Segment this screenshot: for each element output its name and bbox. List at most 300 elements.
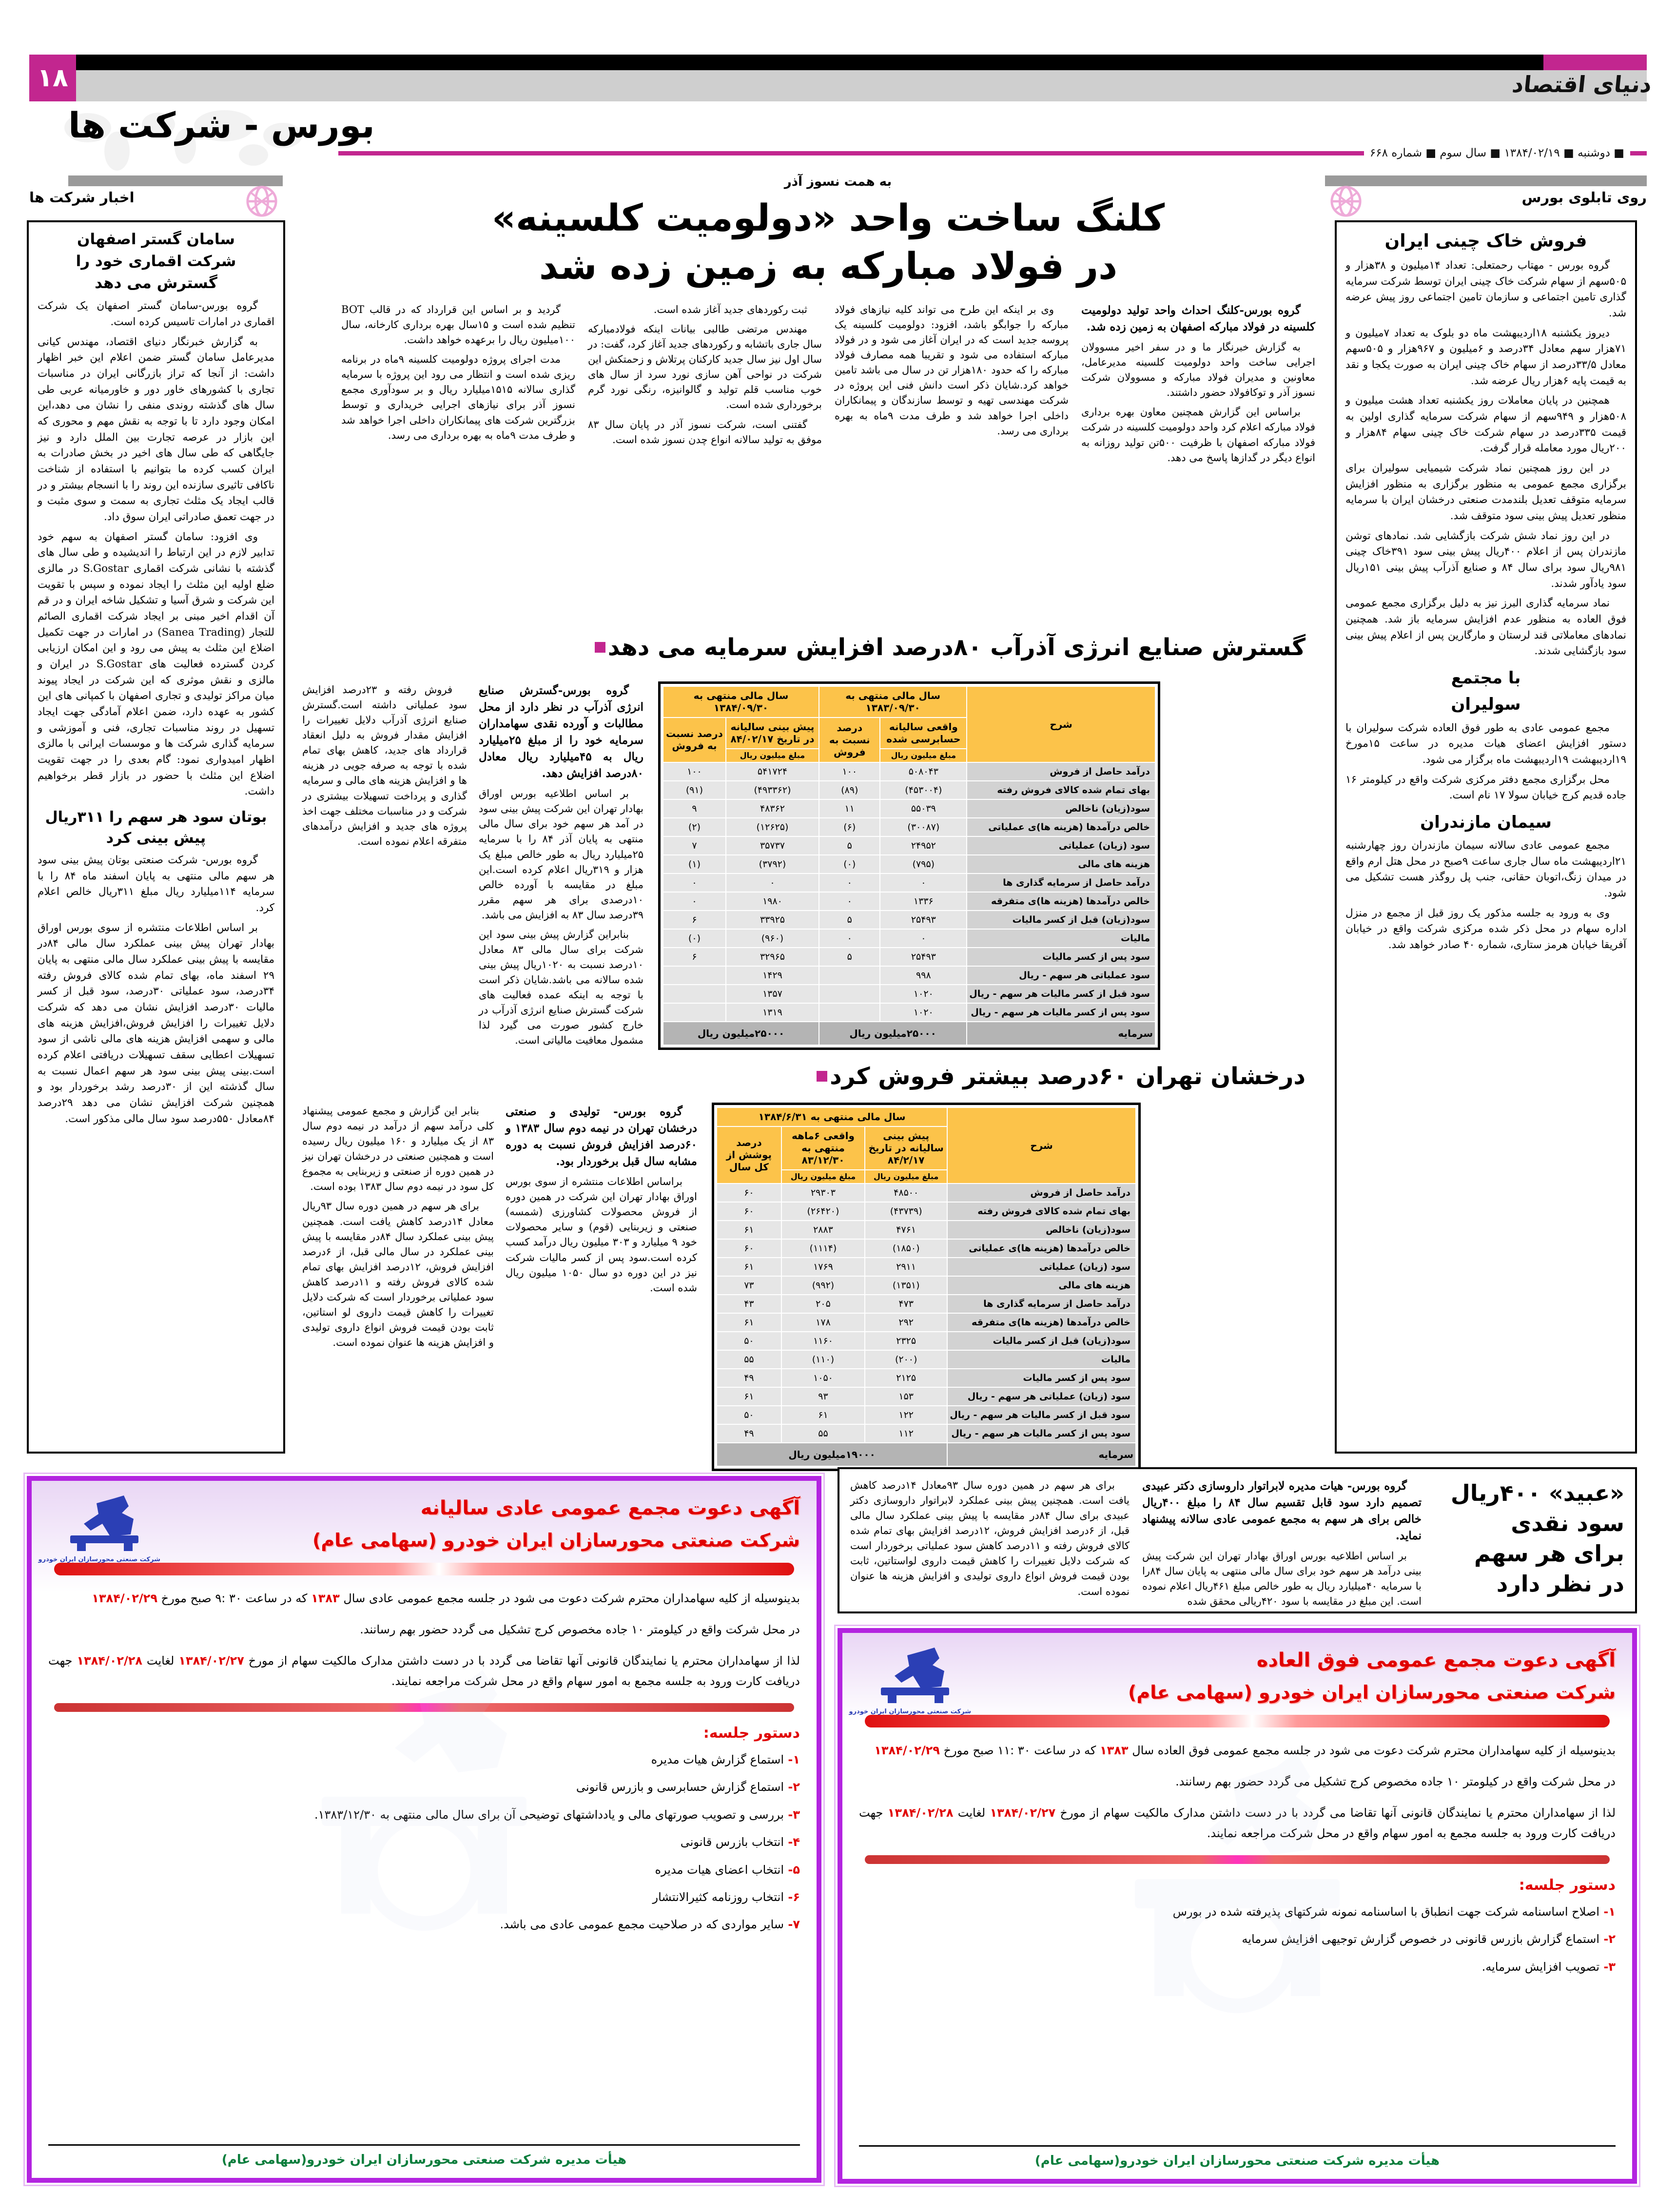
cell-prev-pct: ۰: [819, 874, 879, 892]
cell-coverage-pct: ۶۰: [717, 1203, 781, 1220]
table1-banner-text: گسترش صنایع انرژی آذرآب ۸۰درصد افزایش سرمایه می دهد: [607, 634, 1306, 661]
cell-next-pct: ۶: [663, 911, 725, 929]
text-span: بدینوسیله از کلیه سهامداران محترم شرکت دعوت می شود در جلسه مجمع عمومی عادی سال: [343, 1591, 800, 1605]
cell-actual: ۱۰۵۰: [782, 1369, 864, 1387]
cell-next-amount: ۵۴۱۷۲۴: [726, 763, 819, 780]
cell-desc: خالص درآمدها (هزینه ها)ی متفرقه: [948, 1314, 1135, 1331]
cell-prev-amount: ۲۴۹۵۲: [880, 837, 966, 854]
paragraph: همچنین در پایان معاملات روز یکشنبه تعداد هشت میلیون و ۵۰۸هزار و ۹۴۹سهم از سهام شرکت سرمایه گذاری اولین به قیمت ۳۳۵درصد در سهام شرکت خاک چینی سهام ۸۴هزار و ۲۰۰ریال مورد معامله قرار گرفت.: [1345, 394, 1627, 455]
table-row: [717, 1221, 1135, 1239]
cell-coverage-pct: ۶۱: [717, 1258, 781, 1276]
paragraph: براساس این گزارش همچنین معاون بهره برداری فولاد مبارکه اعلام کرد واحد دولومیت کلسینه در شرکت فولاد مبارکه اصفهان با ظرفیت ۵۰۰تن تولید روزانه به انواع دیگر در گدازها پاسخ می دهد.: [1081, 406, 1315, 464]
table1-banner: [589, 634, 1306, 661]
table-row: [717, 1258, 1135, 1276]
ad-right-subtitle: شرکت صنعتی محورسازان ایران خودرو (سهامی عام): [1128, 1682, 1616, 1703]
agenda-item-number: ۵-: [784, 1863, 800, 1877]
agenda-item-text: بررسی و تصویب صورتهای مالی و یادداشتهای توضیحی آن برای سال مالی منتهی به ۱۳۸۳/۱۲/۳۰.: [314, 1807, 784, 1822]
table-row: [663, 800, 1155, 817]
cell-prev-pct: [819, 1004, 879, 1021]
cell-next-amount: ۳۳۹۲۵: [726, 911, 819, 929]
cell-forecast: ۲۹۲: [865, 1314, 947, 1331]
cell-prev-pct: ۵: [819, 911, 879, 929]
paragraph: گروه بورس- تولیدی و صنعتی درخشان تهران در نیمه دوم سال ۱۳۸۳ و ۶۰درصد افزایش فروش نسبت به دوره مشابه سال قبل برخوردار بود.: [506, 1105, 697, 1168]
cell-next-pct: ۰: [663, 874, 725, 892]
horse-logo-icon: [866, 1646, 964, 1704]
date-highlight: ۱۳۸۴/۰۲/۲۷: [178, 1654, 244, 1668]
section-title-text: بورس - شرکت ها: [68, 105, 375, 146]
cell-prev-pct: [819, 985, 879, 1003]
cell-forecast: (۱۳۵۱): [865, 1277, 947, 1294]
cell-forecast: (۴۳۷۳۹): [865, 1203, 947, 1220]
table-row: [717, 1425, 1135, 1442]
right-article1-body: [1345, 258, 1626, 660]
th-forecast: پیش بینی سالیانه در تاریخ ۸۴/۰۲/۱۷: [726, 718, 819, 748]
agenda-item-text: تصویب افزایش سرمایه.: [1481, 1960, 1600, 1974]
paragraph: دیروز یکشنبه ۱۸اردیبهشت ماه دو بلوک به تعداد ۷میلیون و ۷۱هزار سهم معادل ۳۴درصد و ۶میلیون و ۹۶۷هزار و ۵۰۵سهم معادل ۳۳/۵درصد از سهام خاک چینی ایران به صورت یکجا و نقد به قیمت پایه ۶هزار ریال عرضه شد.: [1345, 327, 1627, 387]
cell-desc: سرمایه: [948, 1443, 1135, 1466]
ad-right-logo: [849, 1646, 971, 1724]
cell-desc: سود(زیان) ناخالص: [967, 800, 1155, 817]
paragraph: محل برگزاری مجمع دفتر مرکزی شرکت واقع در کیلومتر ۱۶ جاده قدیم کرج خیابان سولا ۱۷ نام است.: [1345, 773, 1626, 802]
cell-forecast: (۲۰۰): [865, 1351, 947, 1368]
cell-forecast: ۲۱۲۵: [865, 1369, 947, 1387]
dateline: [331, 142, 1647, 164]
cell-desc: سود (زیان) عملیاتی: [948, 1258, 1135, 1276]
th-year-next: سال مالی منتهی به ۱۳۸۴/۰۹/۳۰: [663, 687, 819, 717]
paragraph: به گزارش خبرنگار دنیای اقتصاد، مهندس کیانی مدیرعامل سامان گستر ضمن اعلام این خبر اظهار داشت: از آنجا که تراز بازرگانی ایران در مناسبات تجاری با کشورهای خاور دور و خاورمیانه عربی طی سال های گذشته روندی منفی را نشان می دهد،این امکان وجود دارد تا با توجه به نقش مهم و محوری که این بازار در عرصه تجارت بین الملل دارد و نیز جایگاهی که طی سال های اخیر در بخش صادرات به ایران کسب کرده ما بتوانیم با استفاده از شناخت ناکافی تاثیری سازنده این روند را با انسجام بیشتر و در قالب ایجاد یک مثلث تجاری به سمت و سوی مثبت و در جهت تعمق صادراتی ایران سوق داد.: [38, 335, 274, 523]
cell-next-amount: (۹۶۰): [726, 930, 819, 947]
cell-next-pct: (۹۱): [663, 781, 725, 799]
text-span: بدینوسیله از کلیه سهامداران محترم شرکت دعوت می شود در جلسه مجمع عمومی فوق العاده سال: [1132, 1744, 1616, 1757]
paragraph: گروه بورس- هیات مدیره لابراتوار داروسازی دکتر عبیدی تصمیم دارد سود قابل تقسیم سال ۸۴ را مبلغ ۴۰۰ریال خالص برای هر سهم به مجمع عمومی عادی سالانه پیشنهاد نماید.: [1142, 1479, 1422, 1543]
cell-actual: (۱۱۰): [782, 1351, 864, 1368]
paragraph: مهندس مرتضی طالبی بیانات اینکه فولادمبارکه سال جاری باتشابه و رکوردهای جدید آغاز کرد، گفت: در سال اول نیز سال جدید کارکنان پرتلاش و زحمتکش این شرکت در نواحی آهن سازی نورد سرد از سال های خوب مناسب قلم تولید و گالوانیزه، رنگی نورد گرم برخورداری شده است.: [588, 323, 822, 411]
ad-box-extraordinary-meeting: [838, 1628, 1637, 2184]
cell-next-pct: (۲): [663, 818, 725, 836]
paragraph: برای هر سهم در همین دوره سال ۹۳معادل ۱۴درصد کاهش یافت است. همچنین پیش بینی عملکرد لابراتوار داروسازی دکتر عبیدی برای سال ۸۴در مقایسه با پیش بینی عملکرد سال مالی قبل، از ۶درصد افزایش فروش، ۱۲درصد افزایش بهای تمام شده کالای فروش رفته و ۱۱درصد کاهش سود عملیاتی برخوردار است که شرکت دلایل تغییرات را کاهش قیمت داروی لواستاتین، ثابت بودن قیمت فروش انواع داروی تولیدی و افزایش هزینه ها عنوان نموده است.: [850, 1479, 1130, 1597]
paper-logo-text: دنیای اقتصاد: [1511, 71, 1653, 97]
table-row: [717, 1406, 1135, 1424]
date-highlight: ۱۳۸۴/۰۲/۲۹: [874, 1744, 940, 1757]
cell-actual: ۲۰۵: [782, 1295, 864, 1313]
table-row: [717, 1240, 1135, 1257]
table-capital-row: [717, 1443, 1135, 1466]
paragraph: ثبت رکوردهای جدید آغاز شده است.: [653, 304, 807, 315]
left-article1-title-2: شرکت اقماری خود را: [76, 252, 236, 270]
ad-left-divider-top: [54, 1563, 794, 1575]
main-story-kicker: به همت نسوز آذر: [784, 175, 892, 189]
cell-prev-amount: ۰: [880, 930, 966, 947]
ad-right-agenda-title: دستور جلسه:: [1519, 1877, 1616, 1894]
cell-coverage-pct: ۶۱: [717, 1314, 781, 1331]
table-capital-row: [663, 1022, 1155, 1045]
cell-desc: مالیات: [948, 1351, 1135, 1368]
cell-forecast: ۱۱۲: [865, 1425, 947, 1442]
paragraph: بنابراین گزارش پیش بینی سود این شرکت برای سال مالی ۸۳ معادل ۱۰درصد نسبت به ۱۰۲۰ریال پیش بینی شده سالانه می باشد.شایان ذکر است با توجه به اینکه عمده فعالیت های شرکت گسترش صنایع انرژی آذرآب در خارج کشور صورت می گیرد لذا مشمول معافیت مالیاتی است.: [479, 928, 643, 1047]
banner-accent-square: [817, 1071, 827, 1082]
paragraph: گردید و بر اساس این قرارداد که در قالب BOT تنظیم شده است و ۱۵سال بهره برداری کارخانه، سال ۱۰۰میلیون ریال را برعهده خواهد داشت.: [341, 304, 575, 346]
ad-left-subtitle: شرکت صنعتی محورسازان ایران خودرو (سهامی عام): [312, 1530, 800, 1551]
cell-prev-pct: ۵: [819, 948, 879, 966]
dateline-text: ■ دوشنبه ■ ۱۳۸۴/۰۲/۱۹ ■ سال سوم ■ شماره ۶۶۸: [1369, 147, 1624, 159]
table2-banner: [811, 1063, 1306, 1090]
cell-prev-pct: ۱۱: [819, 800, 879, 817]
cell-forecast: ۲۹۱۱: [865, 1258, 947, 1276]
cell-actual: ۲۹۳۰۳: [782, 1184, 864, 1202]
cell-next-pct: ۶: [663, 948, 725, 966]
cell-prev-pct: ۵: [819, 837, 879, 854]
th-coverage: درصد پوشش از کل سال: [717, 1127, 781, 1183]
th-unit-next: مبلغ میلیون ریال: [726, 749, 819, 762]
text-span: جهت دریافت کارت ورود به جلسه مجمع به امور سهام واقع در محل شرکت مراجعه نمایند.: [48, 1654, 800, 1688]
paragraph: بنابر این گزارش و مجمع عمومی پیشنهاد کلی درآمد سهم از درآمد در نیمه دوم سال ۸۳ از یک میلیارد و ۱۶۰ میلیون ریال رسیده است و همچنین صنعتی در درخشان تهران نیز در همین دوره از صنعتی و زیربنایی به مجموع کل سود در نیمه دوم سال ۱۳۸۳ بوده است.: [302, 1105, 494, 1193]
agenda-item: [48, 1915, 800, 1934]
cell-prev-pct: (۰): [819, 855, 879, 873]
cell-actual: ۵۵: [782, 1425, 864, 1442]
ad-box-ordinary-meeting: [27, 1476, 821, 2183]
cell-prev-pct: ۱۰۰: [819, 763, 879, 780]
right-article2-title: با مجتمع: [1451, 668, 1521, 688]
left-article2-body: [38, 853, 274, 1127]
obeid-headline-4: در نظر دارد: [1496, 1571, 1624, 1597]
cell-forecast: ۴۸۵۰۰: [865, 1184, 947, 1202]
paragraph: نماد سرمایه گذاری البرز نیز به دلیل برگزاری مجمع عمومی فوق العاده به منظور عدم افزایش سرمایه باز شد. همچنین نمادهای معاملاتی قند لرستان و مارگارین پس از اعلام پیش بینی سود بازگشایی شدند.: [1345, 597, 1626, 658]
obeid-headline-block: [1434, 1478, 1624, 1603]
cell-coverage-pct: ۵۰: [717, 1332, 781, 1350]
cell-desc: هزینه های مالی: [967, 855, 1155, 873]
cell-next-pct: [663, 1004, 725, 1021]
right-column-header-label: روی تابلوی بورس: [1521, 189, 1647, 206]
paragraph: در این روز نماد شش شرکت بازگشایی شد. نمادهای توشن مازندران پس از اعلام ۴۰۰ریال پیش بینی سود ۳۹۱خاک چینی ۹۸۱ریال سود برای سال ۸۴ و صنایع آذرآب پیش بینی ۱۵۱ریال سود یادآور شدند.: [1345, 529, 1627, 590]
text-span: لذا از سهامداران محترم یا نمایندگان قانونی آنها تقاضا می گردد با در دست داشتن مدارک مالکیت سهام از مورخ: [248, 1654, 800, 1668]
agenda-item-text: انتخاب اعضای هیات مدیره: [655, 1863, 784, 1877]
agenda-item-number: ۷-: [784, 1918, 800, 1932]
cell-coverage-pct: ۵۰: [717, 1406, 781, 1424]
cell-desc: سود پس از کسر مالیات هر سهم - ریال: [967, 1004, 1155, 1021]
cell-prev-amount: ۱۰۲۰: [880, 1004, 966, 1021]
cell-actual: ۱۷۶۹: [782, 1258, 864, 1276]
cell-forecast: ۲۳۲۵: [865, 1332, 947, 1350]
table2-text-col-1: [506, 1104, 697, 1445]
cell-prev-pct: (۶): [819, 818, 879, 836]
table-row: [663, 930, 1155, 947]
date-highlight: ۱۳۸۴/۰۲/۲۹: [92, 1591, 157, 1605]
table-row: [663, 818, 1155, 836]
cell-next-amount: ۱۳۱۹: [726, 1004, 819, 1021]
ad-right-logo-caption: شرکت صنعتی محورسازان ایران خودرو: [849, 1708, 971, 1715]
year-highlight: ۱۳۸۳: [1099, 1744, 1129, 1757]
cell-next-amount: ۰: [726, 874, 819, 892]
cell-actual: ۶۱: [782, 1406, 864, 1424]
th-desc: شرح: [967, 687, 1155, 762]
agenda-item-text: انتخاب بازرس قانونی: [680, 1835, 784, 1849]
agenda-item: [48, 1833, 800, 1851]
ad-right-paragraph-2: در محل شرکت واقع در کیلومتر ۱۰ جاده مخصوص کرج تشکیل می گردد حضور بهم رسانند.: [1175, 1775, 1616, 1788]
table-row: [663, 985, 1155, 1003]
cell-coverage-pct: ۴۳: [717, 1295, 781, 1313]
th-desc: شرح: [948, 1108, 1135, 1183]
table-row: [717, 1295, 1135, 1313]
table-row: [717, 1369, 1135, 1387]
left-article2-title-1: بوتان سود هر سهم را ۳۱۱ریال: [45, 809, 267, 826]
table-row: [663, 781, 1155, 799]
main-story-col-3: [588, 302, 822, 604]
cell-next-pct: ۷: [663, 837, 725, 854]
obeid-headline-1: «عبید» ۴۰۰ریال: [1450, 1480, 1624, 1506]
cell-coverage-pct: ۴۹: [717, 1369, 781, 1387]
paragraph: بر اساس اطلاعیه بورس اوراق بهادار تهران این شرکت پیش بینی سود در آمد هر سهم خود برای سال مالی منتهی به پایان آذر ۸۴ را با سرمایه ۲۵میلیارد ریال به طور خالص مبلغ یک هزار و ۳۱۹ریال اعلام کرده است.این مبلغ در مقایسه با آورده خالص ۱۰درصدی برای هر سهم مقرر ۳۹درصد سال ۸۳ به افزایش می باشد.: [479, 788, 643, 921]
cell-desc: سود(زیان) قبل از کسر مالیات: [967, 911, 1155, 929]
cell-actual: ۱۷۸: [782, 1314, 864, 1331]
right-article3-title: سیمان مازندران: [1420, 812, 1552, 832]
cell-next-pct: (۱): [663, 855, 725, 873]
cell-forecast: ۱۲۲: [865, 1406, 947, 1424]
cell-forecast: ۴۷۶۱: [865, 1221, 947, 1239]
cell-desc: سود عملیاتی هر سهم - ریال: [967, 967, 1155, 984]
main-story-col-4: [341, 302, 575, 604]
cell-prev-pct: ۰: [819, 930, 879, 947]
dateline-rule: [338, 151, 1364, 155]
cell-desc: بهای تمام شده کالای فروش رفته: [948, 1203, 1135, 1220]
agenda-item-number: ۲-: [1599, 1932, 1616, 1946]
cell-prev-amount: ۲۵۴۹۳: [880, 948, 966, 966]
left-article1-body: [38, 298, 274, 800]
table-row: [717, 1184, 1135, 1202]
cell-actual: ۱۱۶۰: [782, 1332, 864, 1350]
cell-coverage-pct: ۶۰: [717, 1240, 781, 1257]
agenda-item-text: انتخاب روزنامه کثیرالانتشار: [652, 1890, 784, 1904]
th-unit-actual: مبلغ میلیون ریال: [782, 1170, 864, 1183]
ad-left-title: آگهی دعوت مجمع عمومی عادی سالیانه: [420, 1497, 800, 1519]
paragraph: بر اساس اطلاعات منتشره از سوی بورس اوراق بهادار تهران پیش بینی عملکرد سال مالی ۸۴در مقایسه با پیش بینی عملکرد سال مالی منتهی به پایان ۲۹ اسفند ماه، بهای تمام شده کالای فروش رفته ۳۴درصد، سود عملیاتی ۳۰درصد، سود قبل از کسر مالیات ۳۰درصد افزایش نشان می دهد که شرکت دلایل تغییرات را افزایش فروش،افزایش هزینه های مالی و سهمی افزایش هزینه های مالی ناشی از سود تسهیلات اعطایی سقف تسهیلات دریافتی اعلام کرده است.بینی پیش بینی سود هر سهم اعمال نسبت به سال گذشته این از ۳۰درصد رشد برخوردار بود و همچنین شرکت افزایش نشان می دهد ۲۹درصد ۸۴معادل ۵۵۰درصد سود سال مالی مذکور است.: [38, 921, 274, 1125]
cell-actual: (۲۶۴۲۰): [782, 1203, 864, 1220]
agenda-item-number: ۱-: [1599, 1905, 1616, 1919]
cell-actual: ۹۳: [782, 1388, 864, 1405]
ad-left-paragraph-2: در محل شرکت واقع در کیلومتر ۱۰ جاده مخصوص کرج تشکیل می گردد حضور بهم رسانند.: [360, 1623, 800, 1636]
cell-coverage-pct: ۶۱: [717, 1388, 781, 1405]
cell-next-pct: ۰: [663, 893, 725, 910]
cell-next-amount: ۱۹۸۰: [726, 893, 819, 910]
paragraph: مجمع عمومی عادی به طور فوق العاده شرکت سولیران با دستور افزایش اعضای هیات مدیره در ساعت ۱۵مورخ ۱۹اردیبهشت ۱۹اردیبهشت ماه برگزار می شود.: [1345, 721, 1626, 766]
cell-desc: درآمد حاصل از سرمایه گذاری ها: [948, 1295, 1135, 1313]
cell-desc: سود پس از کسر مالیات هر سهم - ریال: [948, 1425, 1135, 1442]
agenda-item: [48, 1888, 800, 1906]
table2-body: [717, 1184, 1135, 1466]
agenda-item-text: استماع گزارش بازرس قانونی در خصوص گزارش توجیهی افزایش سرمایه: [1242, 1932, 1600, 1946]
globe-icon: [1327, 184, 1365, 218]
cell-prev-pct: [819, 967, 879, 984]
financial-table-2: [716, 1107, 1136, 1467]
cell-prev-amount: ۰: [880, 874, 966, 892]
th-actual-6m: واقعی ۶ماهه منتهی به ۸۳/۱۲/۳۰: [782, 1127, 864, 1169]
agenda-item-number: ۳-: [784, 1807, 800, 1822]
paper-logo: [1511, 63, 1653, 105]
table-row: [663, 1004, 1155, 1021]
cell-prev-amount: ۹۹۸: [880, 967, 966, 984]
paragraph: مدت اجرای پروژه دولومیت کلسینه ۹ماه در برنامه ریزی شده است و انتظار می رود این پروژه با سرمایه گذاری سالانه ۱۵۱۵میلیارد ریال و بر سودآوری مجمع نسوز آذر برای نیازهای اجرایی خریداری و توسط بزرگترین شرکت های پیمانکاران داخلی اجرا خواهد شد و طرف مدت ۹ماه به بهره برداری می رسد.: [341, 353, 576, 441]
paragraph: گروه بورس-سامان گستر اصفهان یک شرکت اقماری در امارات تاسیس کرده است.: [38, 300, 274, 328]
ad-right-divider-agenda: [865, 1855, 1610, 1864]
cell-desc: سود پس از کسر مالیات: [967, 948, 1155, 966]
cell-coverage-pct: ۶۱: [717, 1221, 781, 1239]
table2-banner-text: درخشان تهران ۶۰درصد بیشتر فروش کرد: [830, 1063, 1306, 1090]
cell-desc: درآمد حاصل از سرمایه گذاری ها: [967, 874, 1155, 892]
cell-actual: ۲۸۸۳: [782, 1221, 864, 1239]
ad-right-divider-top: [865, 1715, 1610, 1727]
th-actual-audited: واقعی سالیانه حسابرسی شده: [880, 718, 966, 748]
cell-desc: سود (زیان) عملیاتی هر سهم - ریال: [948, 1388, 1135, 1405]
paragraph: مجمع عمومی عادی سالانه سیمان مازندران روز چهارشنبه ۲۱اردیبهشت ماه سال جاری ساعت ۹صبح در محل هتل ارم واقع در میدان زنگ،اتوبان حقانی، جنب پل روگذر هست تشکیل می شود.: [1345, 839, 1626, 900]
cell-prev-amount: (۷۹۵): [880, 855, 966, 873]
main-story-headline: [341, 194, 1315, 291]
main-story-col-2: [835, 302, 1069, 604]
cell-capital-next: ۲۵۰۰۰میلیون ریال: [663, 1022, 819, 1045]
cell-desc: سود پس از کسر مالیات: [948, 1369, 1135, 1387]
th-pct-prev: درصد نسبت به فروش: [819, 718, 879, 762]
date-highlight: ۱۳۸۴/۰۲/۲۸: [77, 1654, 143, 1668]
financial-table-1: [663, 686, 1156, 1046]
ad-left-paragraph-3: [48, 1650, 800, 1691]
ad-left-footer-rule: [48, 2144, 800, 2146]
main-story-col-1: [1081, 302, 1315, 604]
right-article1-title: فروش خاک چینی ایران: [1384, 231, 1587, 251]
right-column-box: [1335, 220, 1637, 1454]
agenda-item-number: ۶-: [784, 1890, 800, 1904]
agenda-item-text: استماع گزارش حسابرسی و بازرس قانونی: [576, 1780, 784, 1794]
agenda-item-number: ۳-: [1599, 1960, 1616, 1974]
cell-desc: سود قبل از کسر مالیات هر سهم - ریال: [948, 1406, 1135, 1424]
cell-next-amount: (۱۲۶۲۵): [726, 818, 819, 836]
cell-desc: خالص درآمدها (هزینه ها)ی عملیاتی: [967, 818, 1155, 836]
text-span: لذا از سهامداران محترم یا نمایندگان قانونی آنها تقاضا می گردد با در دست داشتن مدارک مالکیت سهام از مورخ: [1060, 1806, 1616, 1820]
agenda-item: [859, 1930, 1616, 1948]
agenda-item-number: ۱-: [784, 1753, 800, 1766]
left-article1-title-1: سامان گستر اصفهان: [77, 231, 235, 248]
text-span: لغایت: [146, 1654, 175, 1668]
paragraph: بر اساس اطلاعیه بورس اوراق بهادار تهران این شرکت پیش بینی درآمد هر سهم خود برای سال مالی منتهی به پایان سال ۸۴را با سرمایه ۴۰میلیارد ریال به طور خالص مبلغ ۴۶۱ریال اعلام نموده است. این مبلغ در مقایسه با سود ۴۲۰ریالی محقق شده: [1142, 1550, 1422, 1608]
table-row: [717, 1277, 1135, 1294]
right-article3-body: [1345, 838, 1626, 953]
table-row: [717, 1388, 1135, 1405]
table-row: [717, 1351, 1135, 1368]
table2-text-col-2: [302, 1104, 494, 1445]
th-forecast: پیش بینی سالیانه در تاریخ ۸۴/۲/۱۷: [865, 1127, 947, 1169]
table-row: [663, 763, 1155, 780]
cell-actual: (۹۹۲): [782, 1277, 864, 1294]
obeid-headline-2: سود نقدی: [1511, 1510, 1624, 1537]
horse-logo-icon: [56, 1494, 153, 1552]
obeid-article-box: [838, 1467, 1637, 1613]
paragraph: براساس اطلاعات منتشره از سوی بورس اوراق بهادار تهران این شرکت در همین دوره از فروش محصولات کشاورزی (شمسه) صنعتی و زیربنایی (قوم) و سایر محصولات خود ۹ میلیارد و ۳۰۳ میلیون ریال درآمد کسب کرده است.سود پس از کسر مالیات شرکت نیز در این دوره دو سال ۱۰۵۰ میلیون ریال شده است.: [506, 1176, 697, 1294]
left-column-box: [27, 220, 285, 1454]
cell-coverage-pct: ۷۳: [717, 1277, 781, 1294]
cell-prev-pct: (۸۹): [819, 781, 879, 799]
table-row: [717, 1332, 1135, 1350]
th-year-prev: سال مالی منتهی به ۱۳۸۳/۰۹/۳۰: [819, 687, 966, 717]
cell-coverage-pct: ۴۹: [717, 1425, 781, 1442]
cell-desc: خالص درآمدها (هزینه ها)ی عملیاتی: [948, 1240, 1135, 1257]
obeid-col-1: [1142, 1478, 1422, 1608]
ad-left-footer: هیأت مدیره شرکت صنعتی محورسازان ایران خودرو(سهامی عام): [221, 2153, 627, 2167]
ad-left-divider-agenda: [54, 1703, 794, 1712]
cell-prev-amount: ۵۵۰۳۹: [880, 800, 966, 817]
date-highlight: ۱۳۸۴/۰۲/۲۸: [887, 1806, 954, 1820]
th-year: سال مالی منتهی به ۱۳۸۴/۶/۳۱: [717, 1108, 947, 1126]
th-pct-next: درصد نسبت به فروش: [663, 718, 725, 762]
agenda-item-number: ۲-: [784, 1780, 800, 1794]
paragraph: گروه بورس - مهتاب رحمتعلی: تعداد ۱۴میلیون و ۳۸هزار و ۵۰۵سهم از سهام شرکت خاک چینی ایران توسط شرکت سرمایه گذاری تامین اجتماعی و سازمان تامین اجتماعی روز پیش عرضه شد.: [1345, 259, 1626, 320]
cell-desc: مالیات: [967, 930, 1155, 947]
obeid-col-2: [850, 1478, 1130, 1603]
cell-desc: بهای تمام شده کالای فروش رفته: [967, 781, 1155, 799]
cell-capital-prev: ۲۵۰۰۰میلیون ریال: [819, 1022, 966, 1045]
globe-icon: [243, 184, 281, 218]
obeid-headline-3: برای هر سهم: [1474, 1540, 1624, 1567]
ad-right-paragraph-3: [859, 1803, 1616, 1843]
right-article2-body: [1345, 720, 1626, 804]
masthead-black-band: [29, 55, 1647, 70]
masthead-grey-band: [29, 70, 1647, 101]
cell-next-amount: (۳۷۹۲): [726, 855, 819, 873]
headline-line-2: در فولاد مبارکه به زمین زده شد: [539, 244, 1118, 288]
cell-prev-amount: ۱۰۲۰: [880, 985, 966, 1003]
table-row: [663, 855, 1155, 873]
cell-desc: خالص درآمدها (هزینه ها)ی متفرقه: [967, 893, 1155, 910]
cell-next-amount: ۴۸۳۶۲: [726, 800, 819, 817]
paragraph: برای هر سهم در همین دوره سال ۹۳ریال معادل ۱۴درصد کاهش یافت است. همچنین پیش بینی عملکرد سال ۸۴در مقایسه با پیش بینی عملکرد در سال مالی قبل، از ۶درصد افزایش فروش، ۱۲درصد افزایش بهای تمام شده کالای فروش رفته و ۱۱درصد کاهش سود عملیاتی برخوردار است که شرکت دلایل تغییرات را کاهش قیمت داروی لو استاتین، ثابت بودن قیمت فروش انواع داروی تولیدی و افزایش هزینه ها عنوان نموده است.: [302, 1200, 494, 1349]
cell-desc: سود(زیان) قبل از کسر مالیات: [948, 1332, 1135, 1350]
cell-desc: هزینه های مالی: [948, 1277, 1135, 1294]
ad-right-title: آگهی دعوت مجمع عمومی فوق العاده: [1256, 1649, 1616, 1671]
paragraph: گروه بورس- شرکت صنعتی بوتان پیش بینی سود هر سهم مالی منتهی به پایان اسفند ماه ۸۴ را با سرمایه ۱۱۴میلیارد ریال مبلغ ۳۱۱ریال خالص اعلام کرد.: [38, 854, 274, 914]
cell-forecast: ۴۷۳: [865, 1295, 947, 1313]
cell-next-amount: ۱۳۵۷: [726, 985, 819, 1003]
table1-wrapper: [658, 681, 1160, 1050]
table1-body: [663, 763, 1155, 1045]
ad-left-logo-caption: شرکت صنعتی محورسازان ایران خودرو: [38, 1556, 160, 1563]
table1-text-col-2: [302, 682, 467, 1043]
table-row: [663, 874, 1155, 892]
ad-right-footer-rule: [859, 2145, 1616, 2147]
agenda-item: [48, 1778, 800, 1796]
cell-desc: سود(زیان) ناخالص: [948, 1221, 1135, 1239]
cell-coverage-pct: ۵۵: [717, 1351, 781, 1368]
cell-next-amount: ۳۵۷۳۷: [726, 837, 819, 854]
cell-desc: سود قبل از کسر مالیات هر سهم - ریال: [967, 985, 1155, 1003]
left-article1-title-3: گسترش می دهد: [95, 274, 217, 292]
cell-next-pct: [663, 985, 725, 1003]
cell-desc: درآمد حاصل از فروش: [967, 763, 1155, 780]
cell-next-pct: [663, 967, 725, 984]
table2-wrapper: [712, 1103, 1141, 1471]
cell-prev-pct: ۰: [819, 893, 879, 910]
cell-next-amount: (۴۹۳۳۶۲): [726, 781, 819, 799]
ad-right-inner: [842, 1633, 1632, 2179]
agenda-item: [48, 1750, 800, 1769]
table-row: [717, 1314, 1135, 1331]
cell-next-pct: ۹: [663, 800, 725, 817]
year-highlight: ۱۳۸۳: [311, 1591, 340, 1605]
agenda-item: [48, 1861, 800, 1879]
right-article2-title2: سولیران: [1451, 695, 1521, 715]
agenda-item-text: استماع گزارش هیات مدیره: [651, 1753, 784, 1766]
paragraph: وی بر اینکه این طرح می تواند کلیه نیازهای فولاد مبارکه را جوابگو باشد، افزود: دولومیت کلسینه یک پروسه جدید است که در ایران آغاز می شود و در فولاد مبارکه استفاده می شود و تقریبا همه مصارف فولاد مبارکه را که حدود ۱۸۰هزار تن در سال می باشد تامین خواهد کرد.شایان ذکر است دانش فنی این پروژه در شرکت مهندسی تهیه و توسط سازندگان و پیمانکاران داخلی اجرا خواهد شد و طرف مدت ۹ماه به بهره برداری می رسد.: [835, 304, 1069, 437]
left-column-header-label: اخبار شرکت ها: [29, 189, 135, 206]
cell-actual: (۱۱۱۴): [782, 1240, 864, 1257]
cell-prev-amount: ۱۳۳۶: [880, 893, 966, 910]
agenda-item: [48, 1805, 800, 1824]
table-row: [663, 911, 1155, 929]
